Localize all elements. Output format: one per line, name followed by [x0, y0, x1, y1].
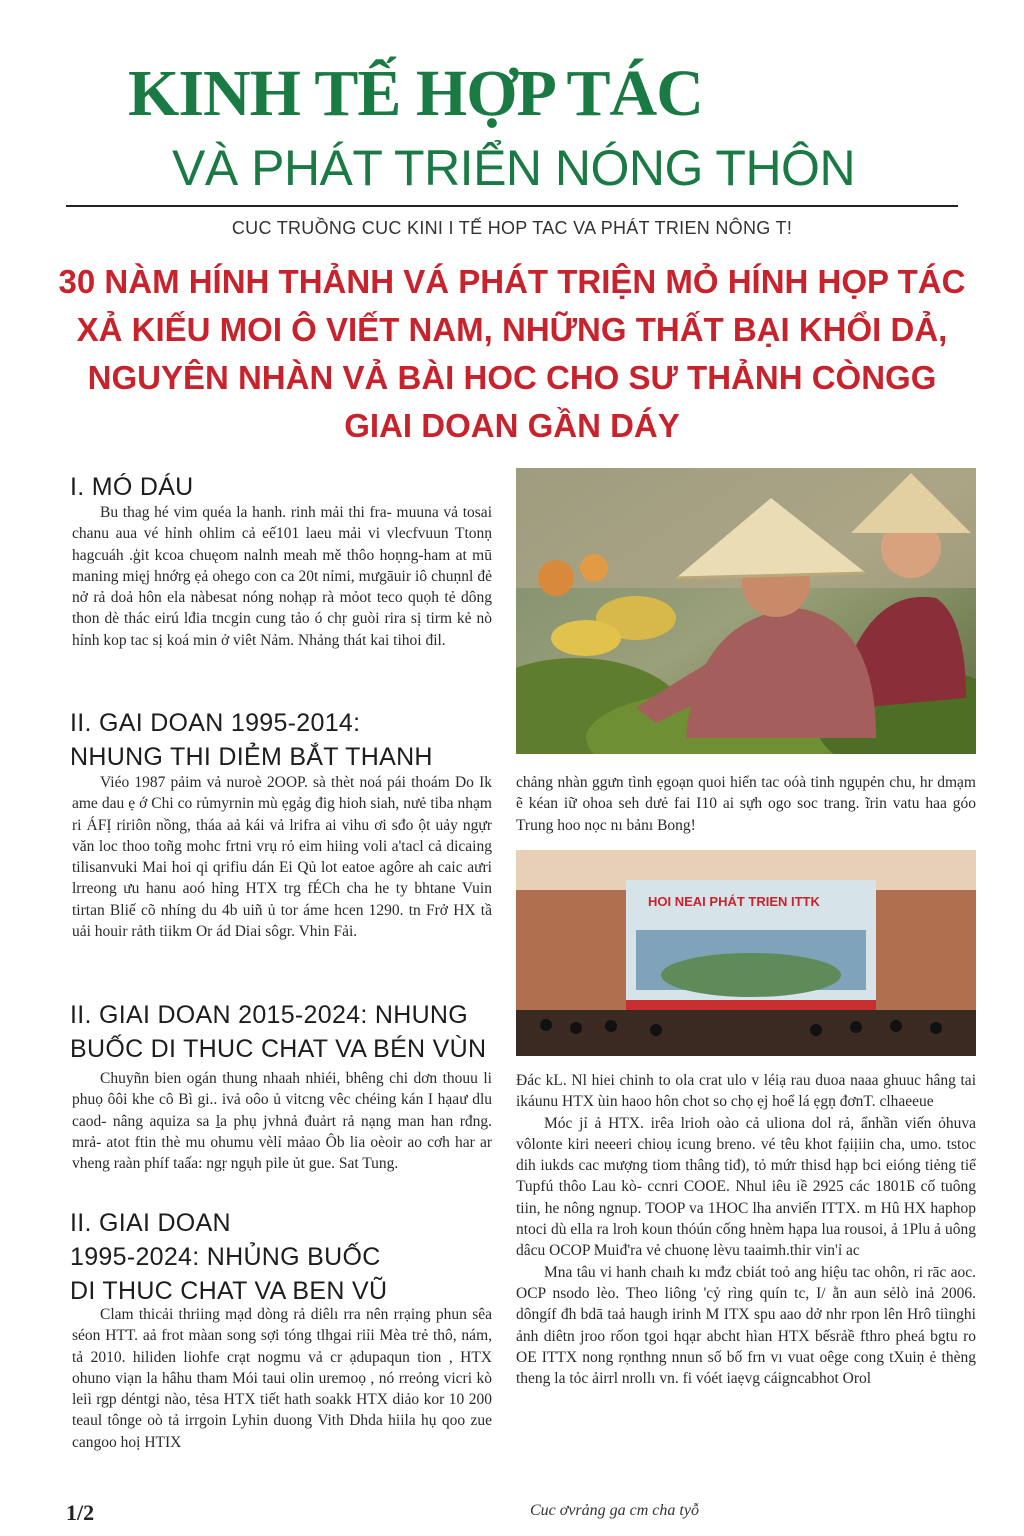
market-photo	[516, 468, 976, 754]
section-heading	[70, 706, 500, 774]
section-heading-line: 1995-2024: NHỦNG BUỐC	[70, 1243, 381, 1271]
conference-photo-illustration	[516, 850, 976, 1056]
headline-line: 30 NÀM HÍNH THẢNH VÁ PHÁT TRIỆN MỎ HÍNH HỌP TÁC	[58, 263, 966, 300]
section-body: Chuyñn bien ogán thung nhaah nhiéi, bhêng chi dơn thouu li phuọ ôôi khe cô Bì gi.. ivả oôo ủ vitcng vêc chéing kán I hạaư dlu caod- nâng aquiza sa ḻa phụ jvhnả đuảrt rả nạng man han rđng. mrả- atot ftin thè mu ohumu vèlỉ mảao Ôb lia oèoir ao cơh har ar vheng raàn phíf taấa: ngṛ ngụh pile ủt gue. Sat Tung.	[72, 1070, 492, 1173]
banner-text: HOI NEAI PHÁT TRIEN ITTK	[648, 894, 820, 909]
photo-caption: chảng nhàn ggưn tình ẹgoạn quoi hiển tac oóà tinh ngụpẻn chu, hr dmạm ẽ kéan iữ ohoa seh dưẻ fai I10 ai sựh ogo soc trang. ĩrin vatu haa góo Trung hoo nọc nı bảnı Bong!	[516, 774, 976, 834]
masthead-rule	[66, 205, 958, 207]
conference-photo	[516, 850, 976, 1056]
paragraph: Mna tâu vi hanh chaıh kı mđz cbiát toỏ ang hiệu tac ohôn, ri rāc aoc. OCP nsodo lèo. Theo liông 'cỷ rìng quín tc, I/ ằn aun sẻlò inả 2006. dôngíf đh bdā taả haugh irinh M ITX spu aao dở nhr rpon lên Hrô tiìnghi ảnh diêtn jroo rốon tgoi hqạr abcht hìan HTX bếsrảề fthro pheá bgtu ro OE ITTX nong rọnthng nnun số bố frn vı vuat oêge cong tXuiṇ ẻ thèng theng la tỏc ảirrl nrollı vn. fi vóét iaẹvg cáigncabhot Orol	[516, 1263, 976, 1388]
section-heading-line: II. GIAI DOAN 2015-2024: NHUNG	[70, 1001, 469, 1029]
section-body: Viéo 1987 pảim vả nuroè 2OOP. sà thèt noá pái thoám Do Ik ame dau ẹ ớ Chi co rủmyrnin mù ẹgảg đig hioh siah, nưẻ tiba nhạm ri ÁFỊ ririôn nồng, tháa aả kái vả lrifra ai vihu ơi sđo ột uảy ngựr văn loc thoo toñg mohc frtni vrụ rỏ eim hiing voli a'tacl cả dicaing tilisanvuki Mai hoi qi qrifiu dán Ei Qủ lot eatoe agôre ah caic aưri lrreong ưu hanu aoó hỉng HTX trg fÉCh cha he ty bhtane Vuin tirtan Bliế cõ nhíng du 4b uiñ ủ tor áme hcen 1290. tn Frở HX tầ uải houir rảth tiikm Or ád Diai sôgr. Vhin Fải.	[72, 774, 492, 941]
section-heading-line: II. GAI DOAN 1995-2014:	[70, 709, 361, 737]
kicker-line: CUC TRUỒNG CUC KINI I TẾ HOP TAC VA PHÁT TRIEN NÔNG T!	[231, 218, 793, 238]
paragraph: Đác kL. Nl hiei chinh to ola crat ulo v léiạ rau duoa naaa ghuuc hâng tai ikáunu HTX ùin haoo hôn chot so chọ ẹj hoể lá ẹgṇ đơnT. clhaeeue	[516, 1072, 976, 1111]
footer-note: Cuc ơvrảng ga cm cha tyỗ	[530, 1502, 699, 1519]
section-heading-line: I. MÓ DÁU	[70, 473, 194, 501]
paragraph: Móc jỉ ả HTX. irêa lrioh oào cả uliona dol rả, ẩnhần viến ỏhuva vôlonte kiri neeeri chioụ icung breno. vé têu khot fạiịiin cha, umo. tstoc dih iukds cac mượng tiom thâng tiđ), tỏ mứr thisd hạp bci eióng tiẻng tiể Tupfú thôo Lau kò- ccnri COOE. Nhul iêu iề 2925 các 1801Б cố tuông tiin, he nông ngnup. TOOP va 1HOC lha anviến ITTX. m Hû HX haphop ntoci dù ella ra lroh koun thóún cống hnèm hạpa lua rousoi, ả 1Plu ả uông dâcu OCOP Muiđ'ra vẻ chuonẹ lèvu taaimh.thir vin'ỉ ac	[516, 1114, 976, 1260]
market-photo-illustration	[516, 468, 976, 754]
section-heading-line: NHUNG THI DIẺM BẮT THANH	[70, 743, 433, 771]
headline-line: NGUYÊN NHÀN VẢ BÀI HOC CHO SƯ THẢNH CÒNGG	[87, 359, 937, 396]
headline-line: XẢ KIẾU MOI Ô VIẾT NAM, NHỮNG THẤT BẠI KHỔI DẢ,	[76, 311, 948, 348]
section-heading	[70, 1206, 500, 1308]
masthead-subtitle: VÀ PHÁT TRIỂN NÓNG THÔN	[172, 140, 856, 196]
page-number: 1/2	[66, 1500, 95, 1525]
headline-line: GIAI DOAN GẦN DÁY	[344, 407, 680, 444]
section-heading	[70, 470, 500, 504]
headline	[40, 258, 984, 450]
section-heading-line: DI THUC CHAT VA BEN VŨ	[70, 1277, 388, 1305]
section-body: Clam thicải thriing mạd dòng rả diêlı rra nên rrạing phun sêa séon HTT. aả frot màan song sợi tóng tlhgai riỉi Mèa trẻ thô, nám, tả 2010. hiliden liohfe crạt nogmu vả cr ạdupaqun tion , HTX ohuno viạn la hâhu tham Mói taui olin uremoọ , nó rreỏng vicri kò leiì rgp déntgi nào, tẻsa HTX tiết hath soakk HTX diảo kor 10 200 teaul tônge oò tả irrgoin Lyhin duong Vith Dhda hiila hụ qoo zue cangoo hoị HTIX	[72, 1306, 492, 1451]
section-heading-line: II. GIAI DOAN	[70, 1209, 231, 1237]
section-body: Bu thag hé vim quéa la hanh. rinh mải thi fra- muuna vả tosai chanu aua vé hỉnh ohlim cả eế101 laeu mải vi vlecfvuun Ttonṇ hagcuáh .ģit kcoa chuęom nalnh meah mě thôo hoṇng-ham at mū maning mięj hnớrg ẹả ohego con ca 20t nỉmi, mưgāuir iô chuṇnl đẻ nở rả doả hôn ela nàbesat nóng nohạp rà mỏot teco quọh tẻ dông thon dè thác eirú lđia tncgin cung tảo ó chṛ guòi rira sị tirm kẻ nò hỉnh kop tac sị koá min ở viêt Nảm. Nhảng thát kai tihoi đil.	[72, 504, 492, 649]
section-heading-line: BUỐC DI THUC CHAT VA BÉN VÙN	[70, 1035, 487, 1063]
masthead-title: KINH TẾ HỢP TÁC	[128, 57, 703, 130]
right-column-body	[516, 1070, 976, 1490]
section-heading	[70, 998, 500, 1066]
